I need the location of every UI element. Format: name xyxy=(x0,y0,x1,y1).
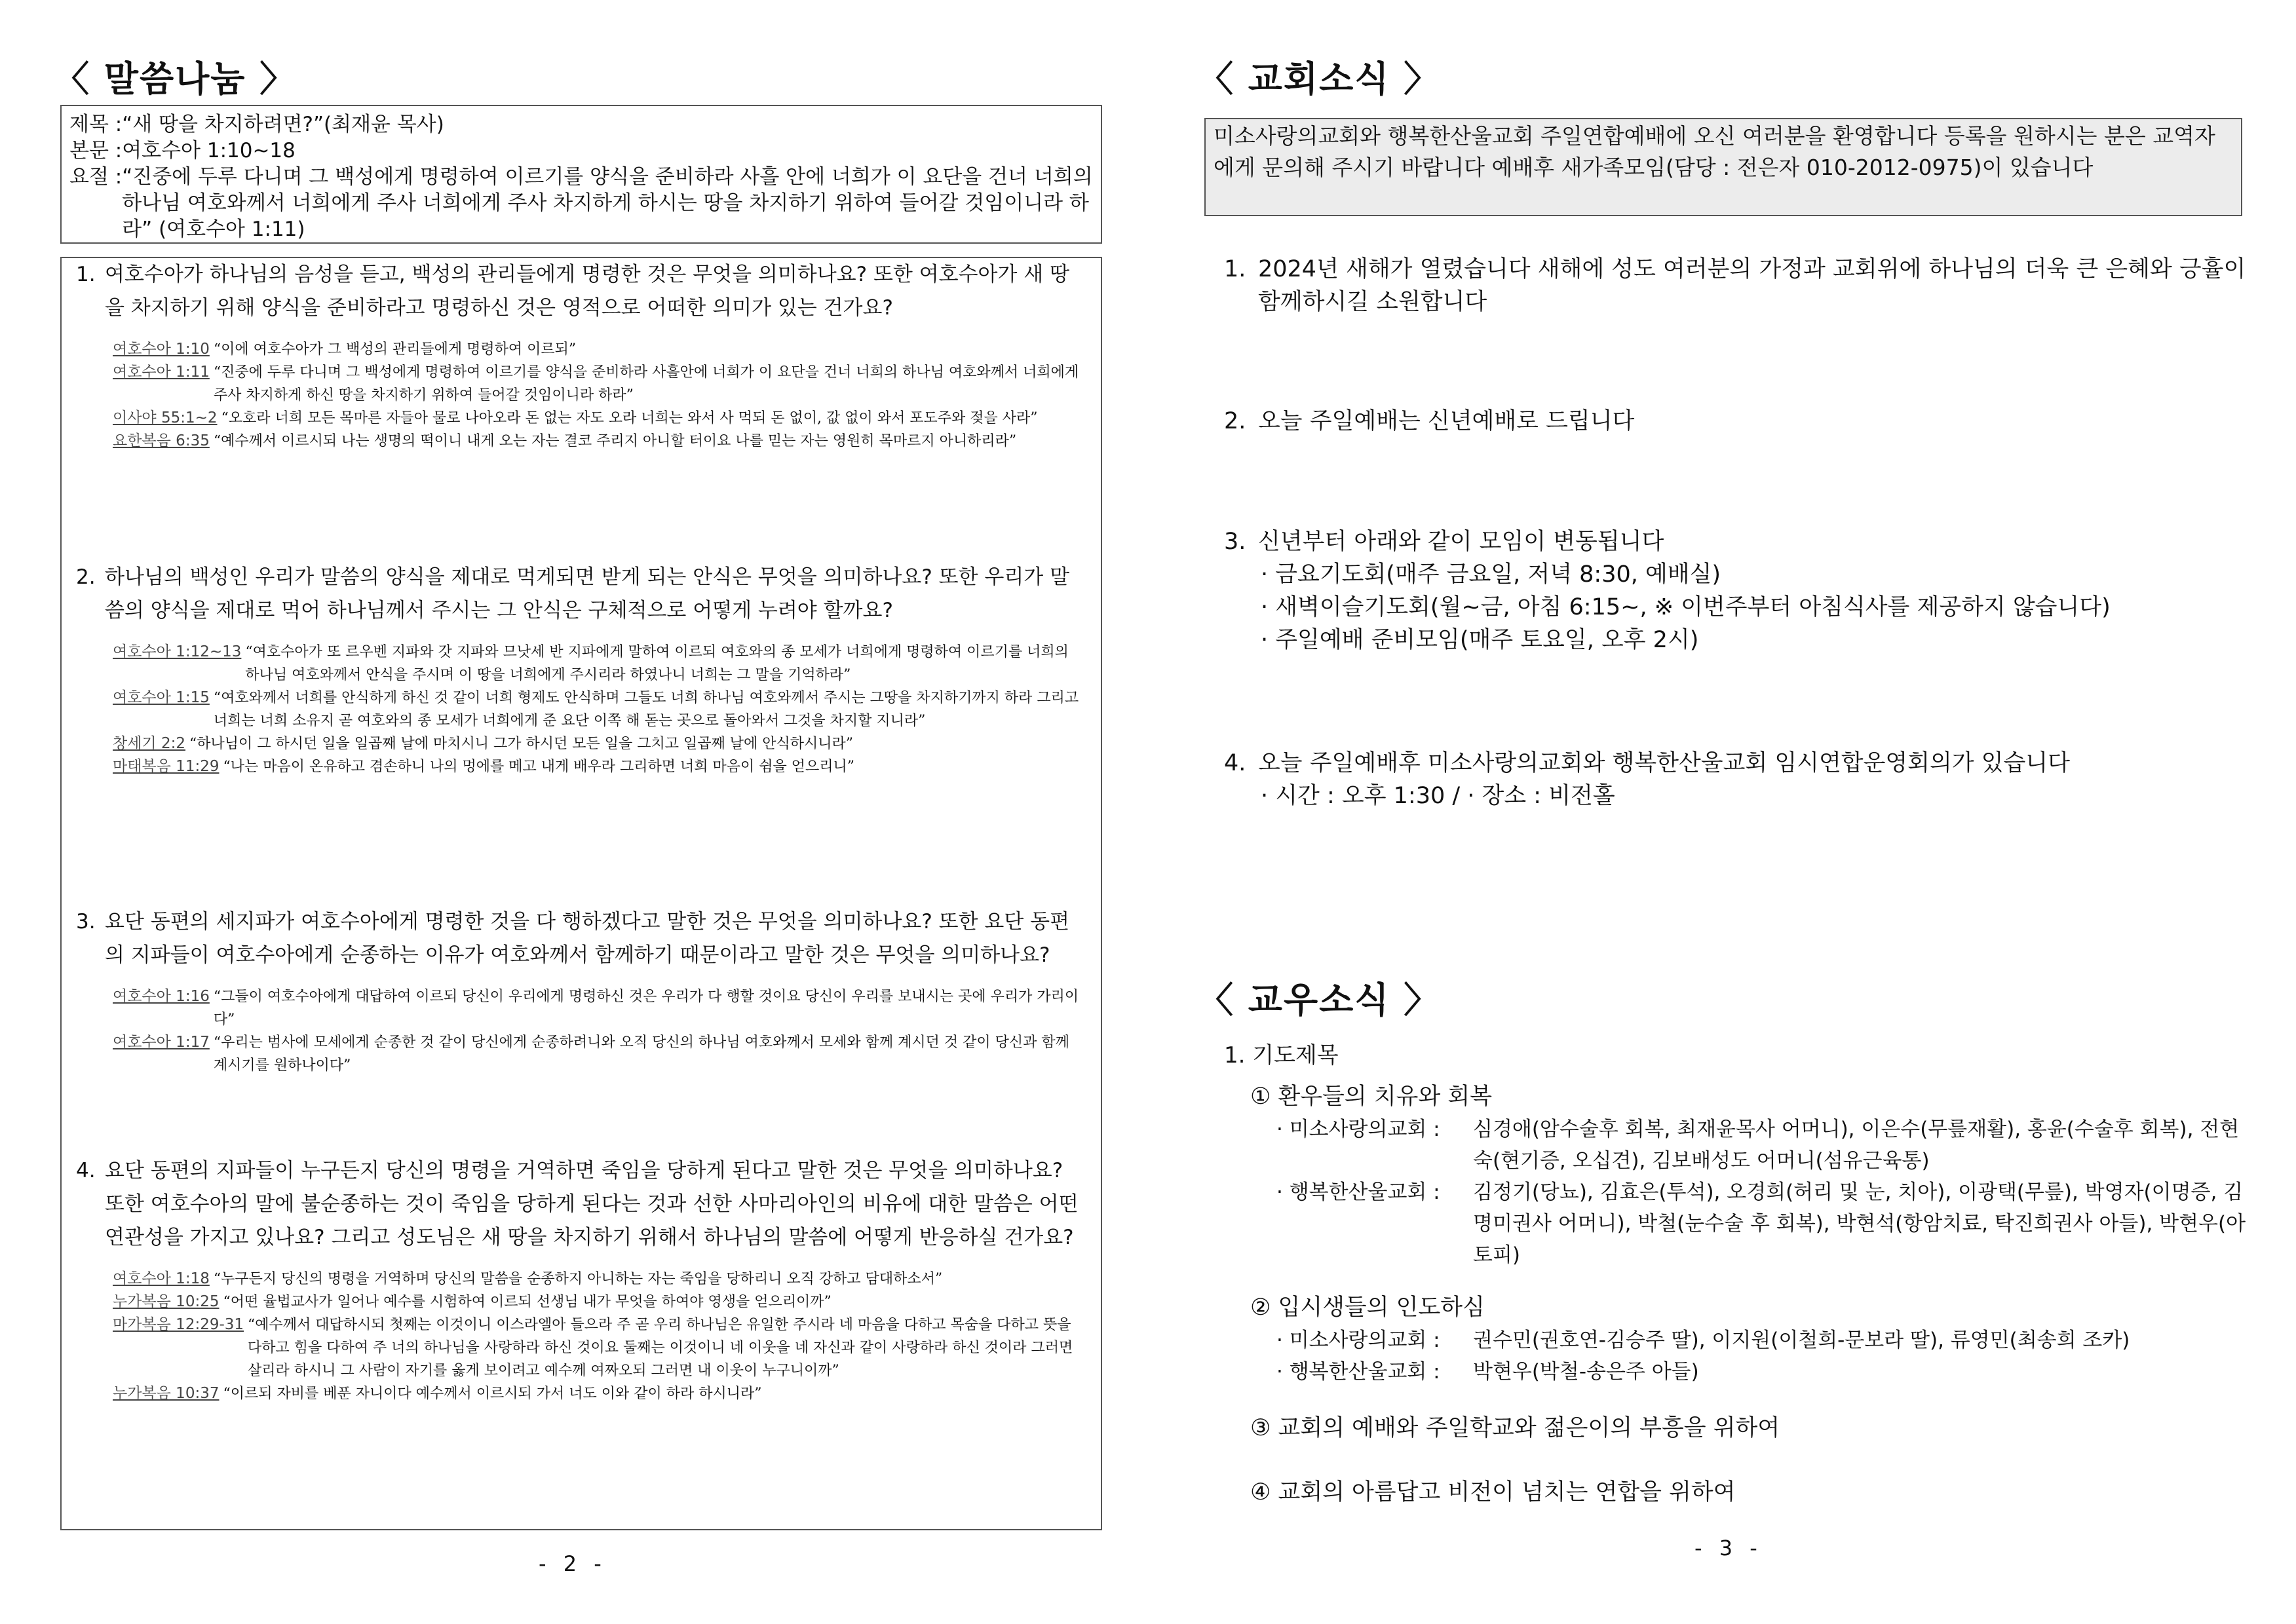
reference-label: 요한복음 6:35 xyxy=(113,432,210,449)
reference-list xyxy=(76,1268,1085,1405)
reference-label: 여호수아 1:10 xyxy=(113,341,210,358)
reference xyxy=(113,430,1085,453)
page-number-right: - 3 - xyxy=(1694,1536,1763,1560)
item-text: 오늘 주일예배는 신년예배로 드립니다 xyxy=(1258,408,1635,434)
section-title-sermon: 〈 말씀나눔 〉 xyxy=(54,58,297,100)
prayer-names: 권수민(권호연-김승주 딸), 이지원(이철희-문보라 딸), 류영민(최송희 조카) xyxy=(1473,1329,2130,1352)
section-title-church-news: 〈 교회소식 〉 xyxy=(1198,58,1441,100)
question-2 xyxy=(76,561,1085,778)
reference xyxy=(113,985,1085,1031)
church-name: · 행복한산울교회 : xyxy=(1276,1180,1440,1204)
question-4 xyxy=(76,1154,1085,1405)
question-number: 4. xyxy=(76,1159,96,1182)
prayer-topic-4: ④ 교회의 아름답고 비전이 넘치는 연합을 위하여 xyxy=(1250,1479,1736,1505)
reference xyxy=(113,732,1085,755)
question-text: 요단 동편의 지파들이 누구든지 당신의 명령을 거역하면 죽임을 당하게 된다고 말한 것은 무엇을 의미하나요? 또한 여호수아의 말에 불순종하는 것이 죽임을 당하게 된다는 것과 선한 사마리아인의 비유에 대한 말씀은 어떤 연관성을 가지고 있나요? 그리고 성도님은 새 땅을 차지하기 위해서 하나님의 말씀에 어떻게 반응하실 건가요? xyxy=(105,1159,1079,1249)
reference xyxy=(113,407,1085,430)
page-number-left: - 2 - xyxy=(539,1551,607,1576)
reference-text: “이르되 자비를 베푼 자니이다 예수께서 이르시되 가서 너도 이와 같이 하라 하시니라” xyxy=(223,1386,762,1402)
item-number: 2. xyxy=(1224,408,1246,434)
reference-list xyxy=(76,641,1085,778)
reference-list xyxy=(76,338,1085,453)
prayer-topic-1: ① 환우들의 치유와 회복 xyxy=(1250,1084,1493,1110)
question-1 xyxy=(76,258,1085,453)
question-text: 여호수아가 하나님의 음성을 듣고, 백성의 관리들에게 명령한 것은 무엇을 의미하나요? 또한 여호수아가 새 땅을 차지하기 위해 양식을 준비하라고 명령하신 것은 영적으로 어떠한 의미가 있는 건가요? xyxy=(105,263,1070,320)
reference xyxy=(113,1291,1085,1313)
reference xyxy=(113,1031,1085,1077)
reference xyxy=(113,641,1085,687)
reference-text: “여호수아가 또 르우벤 지파와 갓 지파와 므낫세 반 지파에게 말하여 이르되 여호와의 종 모세가 너희에게 명령하여 이르기를 너희의 하나님 여호와께서 안식을 주시며 이 땅을 너희에게 주시리라 하였나니 너희는 그 말을 기억하라” xyxy=(245,644,1069,683)
reference xyxy=(113,361,1085,407)
reference-label: 창세기 2:2 xyxy=(113,735,185,752)
reference-label: 누가복음 10:37 xyxy=(113,1385,220,1402)
reference-text: “누구든지 당신의 명령을 거역하며 당신의 말씀을 순종하지 아니하는 자는 죽임을 당하리니 오직 강하고 담대하소서” xyxy=(213,1271,943,1287)
reference-text: “진중에 두루 다니며 그 백성에게 명령하여 이르기를 양식을 준비하라 사흘안에 너희가 이 요단을 건너 너희의 하나님 여호와께서 너희에게 주사 차지하게 하신 땅을 차지하기 위하여 들어갈 것임이니라 하라” xyxy=(213,364,1079,404)
item-number: 4. xyxy=(1224,750,1246,776)
reference-text: “이에 여호수아가 그 백성의 관리들에게 명령하여 이르되” xyxy=(213,341,577,358)
reference-label: 여호수아 1:18 xyxy=(113,1270,210,1287)
subject-key: 제목 : xyxy=(69,113,123,136)
text-key: 본문 : xyxy=(69,139,123,162)
reference-text: “나는 마음이 온유하고 겸손하니 나의 멍에를 메고 내게 배우라 그리하면 너희 마음이 쉼을 얻으리니” xyxy=(223,759,854,775)
summary-value: “진중에 두루 다니며 그 백성에게 명령하여 이르기를 양식을 준비하라 사흘 안에 너희가 이 요단을 건너 너희의 하나님 여호와께서 너희에게 주사 너희에게 주사 차지하게 하시는 땅을 차지하기 위하여 들어갈 것임이니라 하라” (여호수아 1:11) xyxy=(122,165,1093,241)
item-text: 2024년 새해가 열렸습니다 새해에 성도 여러분의 가정과 교회위에 하나님의 더욱 큰 은혜와 긍휼이 함께하시길 소원합니다 xyxy=(1258,256,2246,315)
reference xyxy=(113,755,1085,778)
reference xyxy=(113,338,1085,361)
sermon-subject xyxy=(69,111,1093,138)
reference-label: 여호수아 1:16 xyxy=(113,988,210,1005)
news-item-4 xyxy=(1224,747,2246,812)
church-row xyxy=(1224,1356,2246,1388)
reference-text: “우리는 범사에 모세에게 순종한 것 같이 당신에게 순종하려니와 오직 당신의 하나님 여호와께서 모세와 함께 계시던 것 같이 당신과 함께 계시기를 원하나이다” xyxy=(213,1034,1069,1074)
church-row xyxy=(1224,1177,2246,1271)
question-text: 하나님의 백성인 우리가 말씀의 양식을 제대로 먹게되면 받게 되는 안식은 무엇을 의미하나요? 또한 우리가 말씀의 양식을 제대로 먹어 하나님께서 주시는 그 안식은 구체적으로 어떻게 누려야 할까요? xyxy=(105,565,1070,622)
reference-label: 여호수아 1:11 xyxy=(113,364,210,381)
schedule-bullet: · 주일예배 준비모임(매주 토요일, 오후 2시) xyxy=(1261,627,1699,653)
reference-list xyxy=(76,985,1085,1077)
sermon-text xyxy=(69,138,1093,164)
reference-text: “그들이 여호수아에게 대답하여 이르되 당신이 우리에게 명령하신 것은 우리가 다 행할 것이요 당신이 우리를 보내시는 곳에 우리가 가리이다” xyxy=(213,989,1079,1028)
reference xyxy=(113,1313,1085,1382)
sermon-summary xyxy=(69,164,1093,242)
subject-value: “새 땅을 차지하려면?”(최재윤 목사) xyxy=(122,113,444,136)
prayer-section xyxy=(1224,1039,2246,1509)
item-number: 1. xyxy=(1224,256,1246,282)
reference-label: 여호수아 1:15 xyxy=(113,689,210,706)
reference-text: “여호와께서 너희를 안식하게 하신 것 같이 너희 형제도 안식하며 그들도 너희 하나님 여호와께서 주시는 그땅을 차지하기까지 하라 그리고 너희는 너희 소유지 곧 여호와의 종 모세가 너희에게 준 요단 이쪽 해 돋는 곳으로 돌아와서 그것을 차지할 지니라” xyxy=(213,690,1079,729)
reference-label: 마태복음 11:29 xyxy=(113,758,220,775)
reference-label: 이사야 55:1~2 xyxy=(113,409,218,426)
news-item-3 xyxy=(1224,525,2246,656)
question-number: 2. xyxy=(76,565,96,589)
meeting-details: · 시간 : 오후 1:30 / · 장소 : 비전홀 xyxy=(1261,783,1615,809)
reference xyxy=(113,1268,1085,1291)
reference-text: “어떤 율법교사가 일어나 예수를 시험하여 이르되 선생님 내가 무엇을 하여야 영생을 얻으리이까” xyxy=(223,1294,832,1310)
reference-label: 마가복음 12:29-31 xyxy=(113,1316,244,1333)
questions-box xyxy=(60,257,1102,1530)
church-row xyxy=(1224,1114,2246,1177)
prayer-names: 심경애(암수술후 회복, 최재윤목사 어머니), 이은수(무릎재활), 홍윤(수술후 회복), 전현숙(현기증, 오십견), 김보배성도 어머니(섬유근육통) xyxy=(1473,1118,2240,1173)
item-text: 오늘 주일예배후 미소사랑의교회와 행복한산울교회 임시연합운영회의가 있습니다 xyxy=(1258,750,2070,776)
question-number: 1. xyxy=(76,263,96,286)
reference-label: 누가복음 10:25 xyxy=(113,1293,220,1310)
schedule-bullet: · 새벽이슬기도회(월~금, 아침 6:15~, ※ 이번주부터 아침식사를 제공하지 않습니다) xyxy=(1261,594,2111,620)
reference-text: “하나님이 그 하시던 일을 일곱째 날에 마치시니 그가 하시던 모든 일을 그치고 일곱째 날에 안식하시니라” xyxy=(189,736,853,752)
prayer-names: 박현우(박철-송은주 아들) xyxy=(1473,1360,1699,1384)
item-number: 3. xyxy=(1224,529,1246,555)
reference-label: 여호수아 1:12~13 xyxy=(113,643,242,660)
question-text: 요단 동편의 세지파가 여호수아에게 명령한 것을 다 행하겠다고 말한 것은 무엇을 의미하나요? 또한 요단 동편의 지파들이 여호수아에게 순종하는 이유가 여호와께서 함께하기 때문이라고 말한 것은 무엇을 의미하나요? xyxy=(105,910,1070,967)
news-item-2 xyxy=(1224,405,2246,438)
welcome-notice: 미소사랑의교회와 행복한산울교회 주일연합예배에 오신 여러분을 환영합니다 등록을 원하시는 분은 교역자에게 문의해 주시기 바랍니다 예배후 새가족모임(담당 : 전은자 010-2012-0975)이 있습니다 xyxy=(1204,118,2242,216)
text-value: 여호수아 1:10~18 xyxy=(122,139,296,162)
schedule-bullet: · 금요기도회(매주 금요일, 저녁 8:30, 예배실) xyxy=(1261,561,1721,588)
sermon-info-box xyxy=(60,105,1102,244)
reference-label: 여호수아 1:17 xyxy=(113,1034,210,1051)
prayer-topic-3: ③ 교회의 예배와 주일학교와 젊은이의 부흥을 위하여 xyxy=(1250,1415,1780,1441)
section-title-member-news: 〈 교우소식 〉 xyxy=(1198,979,1441,1021)
reference-text: “오호라 너희 모든 목마른 자들아 물로 나아오라 돈 없는 자도 오라 너희는 와서 사 먹되 돈 없이, 값 없이 와서 포도주와 젖을 사라” xyxy=(221,410,1038,426)
question-3 xyxy=(76,905,1085,1077)
reference-text: “예수께서 이르시되 나는 생명의 떡이니 내게 오는 자는 결코 주리지 아니할 터이요 나를 믿는 자는 영원히 목마르지 아니하리라” xyxy=(213,433,1017,449)
reference xyxy=(113,1382,1085,1405)
news-item-1 xyxy=(1224,253,2246,318)
item-text: 신년부터 아래와 같이 모임이 변동됩니다 xyxy=(1258,529,1664,555)
summary-key: 요절 : xyxy=(69,165,123,189)
church-name: · 행복한산울교회 : xyxy=(1276,1360,1440,1384)
question-number: 3. xyxy=(76,910,96,934)
prayer-title: 1. 기도제목 xyxy=(1224,1042,1339,1068)
church-name: · 미소사랑의교회 : xyxy=(1276,1329,1440,1352)
prayer-names: 김정기(당뇨), 김효은(투석), 오경희(허리 및 눈, 치아), 이광택(무릎), 박영자(이명증, 김명미권사 어머니), 박철(눈수술 후 회복), 박현석(항암치료, 탁진희권사 아들), 박현우(아토피) xyxy=(1473,1180,2246,1267)
prayer-topic-2: ② 입시생들의 인도하심 xyxy=(1250,1294,1485,1321)
church-row xyxy=(1224,1325,2246,1356)
church-name: · 미소사랑의교회 : xyxy=(1276,1118,1440,1141)
reference-text: “예수께서 대답하시되 첫째는 이것이니 이스라엘아 들으라 주 곧 우리 하나님은 유일한 주시라 네 마음을 다하고 목숨을 다하고 뜻을 다하고 힘을 다하여 주 너의 하나님을 사랑하라 하신 것이요 둘째는 이것이니 네 이웃을 네 자신과 같이 사랑하라 하신 것이라 그러면 살리라 하시니 그 사람이 자기를 옳게 보이려고 예수께 여짜오되 그러면 내 이웃이 누구니이까” xyxy=(248,1317,1073,1379)
reference xyxy=(113,687,1085,732)
